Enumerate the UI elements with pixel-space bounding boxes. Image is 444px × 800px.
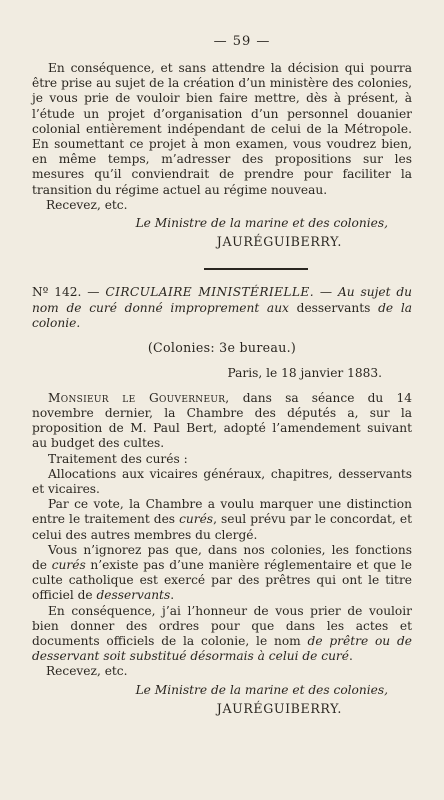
dateline: Paris, le 18 janvier 1883.	[227, 365, 382, 380]
emphasis: curés	[179, 512, 214, 527]
section-divider	[204, 268, 308, 270]
signature-name: JAURÉGUIBERRY.	[216, 234, 342, 250]
entry-subject: desservants	[296, 300, 371, 315]
salutation: Monsieur le Gouverneur,	[48, 390, 230, 405]
entry-subject: curé	[89, 300, 117, 315]
heading-dash: —	[313, 285, 338, 300]
letter-paragraph	[32, 604, 412, 665]
paragraph-text: En conséquence, j’ai l’honneur de vous prier de vouloir bien donner des ordres pour que dans les actes et documents officiels de la colonie, le nom	[32, 603, 412, 648]
paragraph-text: , seul prévu par le concordat, et celui des autres membres du clergé.	[32, 512, 412, 542]
entry-heading	[32, 285, 412, 332]
entry-subject: de la colonie.	[32, 300, 413, 331]
signature-title: Le Ministre de la marine et des colonies,	[135, 682, 388, 697]
entry-subject: Au sujet du nom de	[32, 285, 413, 315]
letter-paragraph: Allocations aux vicaires généraux, chapitres, desservants et vicaires.	[32, 466, 412, 496]
heading-dash: —	[81, 285, 106, 300]
paragraph-text: Par ce vote, la Chambre a voulu marquer une distinction entre le traitement des	[32, 497, 412, 527]
letter-paragraph	[32, 391, 412, 452]
letter-paragraph	[32, 497, 412, 543]
page-number: — 59 —	[213, 34, 271, 49]
emphasis: de prêtre ou de desservant soit substitué désormais à celui de curé	[32, 633, 412, 664]
entry-type: CIRCULAIRE MINISTÉRIELLE.	[105, 285, 314, 300]
letter-paragraph	[32, 543, 412, 604]
paragraph-text: n’existe pas d’une manière réglementaire et que le culte catholique est exercé par des prêtres qui ont le titre officiel de	[32, 557, 412, 603]
entry-number: Nº 142.	[32, 285, 82, 300]
emphasis: desservants	[96, 588, 171, 603]
entry-subject: donné improprement aux	[116, 300, 297, 315]
paragraph-text: Vous n’ignorez pas que, dans nos colonies, les fonctions de	[32, 542, 412, 572]
paragraph-ministry-proposal: En conséquence, et sans attendre la décision qui pourra être prise au sujet de la création d’un ministère des colonies, je vous prie de vouloir bien faire mettre, dès à présent, à l’étude un projet d’organisation d’un personnel douanier colonial entièrement indépendant de celui de la Métropole. En soumettant ce projet à mon examen, vous voudrez bien, en même temps, m’adresser des propositions sur les mesures qu’il conviendrait de prendre pour faciliter la transition du régime actuel au régime nouveau.	[32, 61, 412, 197]
closing-formula: Recevez, etc.	[46, 197, 128, 212]
paragraph-text: .	[348, 649, 353, 664]
signature-title: Le Ministre de la marine et des colonies,	[135, 216, 388, 231]
paragraph-text: dans sa séance du 14 novembre dernier, la Chambre des députés a, sur la proposition de M. Paul Bert, adopté l’amendement suivant au budget des cultes.	[32, 390, 413, 451]
emphasis: curés	[51, 557, 86, 572]
letter-paragraph: Traitement des curés :	[48, 451, 188, 466]
bureau-reference: (Colonies: 3e bureau.)	[147, 339, 297, 355]
signature-name: JAURÉGUIBERRY.	[216, 700, 342, 716]
closing-formula: Recevez, etc.	[46, 664, 128, 679]
paragraph-text: .	[170, 588, 175, 603]
